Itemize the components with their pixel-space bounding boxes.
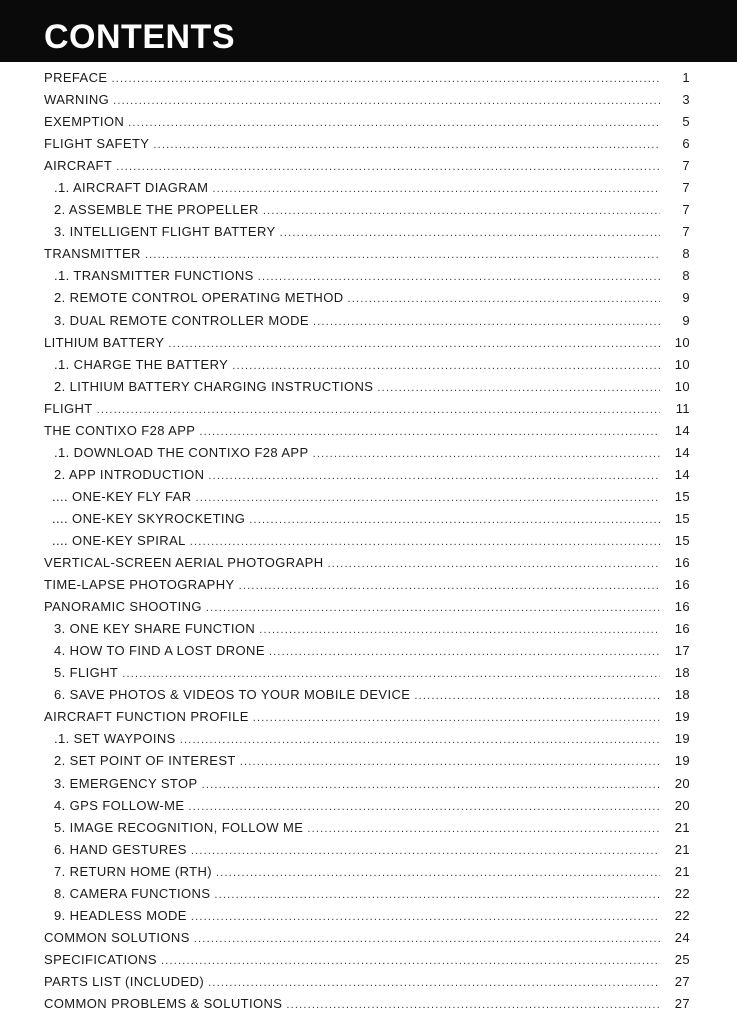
toc-entry-title: .1. SET WAYPOINS xyxy=(54,731,176,747)
toc-dot-leader xyxy=(313,311,660,333)
toc-entry[interactable] xyxy=(44,750,690,772)
toc-entry-title: 4. GPS FOLLOW-ME xyxy=(54,797,185,813)
toc-page-number: 21 xyxy=(674,863,690,879)
toc-dot-leader xyxy=(348,288,660,310)
toc-entry-title: TIME-LAPSE PHOTOGRAPHY xyxy=(44,577,235,593)
toc-entry[interactable] xyxy=(44,839,690,861)
toc-dot-leader xyxy=(206,597,660,619)
toc-page-number: 16 xyxy=(674,599,690,615)
toc-page-number: 14 xyxy=(674,444,690,460)
toc-dot-leader xyxy=(191,906,660,928)
toc-dot-leader xyxy=(111,68,660,90)
toc-entry[interactable] xyxy=(44,420,690,442)
toc-dot-leader xyxy=(202,774,660,796)
toc-page-number: 15 xyxy=(674,510,690,526)
toc-page-number: 16 xyxy=(674,577,690,593)
toc-dot-leader xyxy=(263,200,660,222)
toc-entry[interactable] xyxy=(44,773,690,795)
contents-header-bar xyxy=(0,0,737,62)
toc-entry-title: 4. HOW TO FIND A LOST DRONE xyxy=(54,643,265,659)
toc-entry[interactable] xyxy=(44,618,690,640)
toc-dot-leader xyxy=(122,663,660,685)
toc-dot-leader xyxy=(253,707,660,729)
toc-entry-title: 6. HAND GESTURES xyxy=(54,841,187,857)
toc-entry-title: 3. INTELLIGENT FLIGHT BATTERY xyxy=(54,224,276,240)
toc-entry[interactable] xyxy=(44,310,690,332)
toc-entry[interactable] xyxy=(44,464,690,486)
toc-page-number: 19 xyxy=(674,753,690,769)
toc-page-number: 8 xyxy=(682,246,690,262)
toc-dot-leader xyxy=(414,685,660,707)
toc-page-number: 8 xyxy=(682,268,690,284)
toc-dot-leader xyxy=(240,751,660,773)
toc-entry[interactable] xyxy=(44,67,690,89)
page-title: CONTENTS xyxy=(44,18,235,56)
toc-entry[interactable] xyxy=(44,927,690,949)
toc-page-number: 25 xyxy=(674,951,690,967)
toc-entry-title: .... ONE-KEY SKYROCKETING xyxy=(52,510,246,526)
toc-dot-leader xyxy=(180,729,660,751)
toc-entry-title: COMMON PROBLEMS & SOLUTIONS xyxy=(44,995,283,1011)
toc-dot-leader xyxy=(269,641,660,663)
toc-page-number: 11 xyxy=(675,400,690,416)
toc-entry-title: 2. LITHIUM BATTERY CHARGING INSTRUCTIONS xyxy=(54,378,374,394)
toc-page-number: 19 xyxy=(674,731,690,747)
toc-page-number: 10 xyxy=(674,334,690,350)
toc-entry[interactable] xyxy=(44,398,690,420)
toc-entry[interactable] xyxy=(44,684,690,706)
toc-dot-leader xyxy=(259,619,660,641)
toc-dot-leader xyxy=(116,156,660,178)
toc-page-number: 9 xyxy=(682,312,690,328)
toc-dot-leader xyxy=(194,928,660,950)
toc-page-number: 15 xyxy=(674,532,690,548)
toc-page-number: 18 xyxy=(674,665,690,681)
toc-entry-title: SPECIFICATIONS xyxy=(44,951,157,967)
toc-entry[interactable] xyxy=(44,861,690,883)
toc-entry[interactable] xyxy=(44,596,690,618)
toc-page-number: 20 xyxy=(674,797,690,813)
toc-entry[interactable] xyxy=(44,354,690,376)
toc-entry-title: FLIGHT SAFETY xyxy=(44,136,150,152)
toc-dot-leader xyxy=(191,840,660,862)
toc-page-number: 20 xyxy=(674,775,690,791)
toc-page-number: 1 xyxy=(682,70,690,85)
toc-dot-leader xyxy=(216,862,660,884)
toc-page-number: 24 xyxy=(674,929,690,945)
toc-entry-title: WARNING xyxy=(44,92,110,108)
toc-dot-leader xyxy=(113,90,660,112)
toc-entry[interactable] xyxy=(44,199,690,221)
toc-dot-leader xyxy=(97,399,660,421)
toc-entry[interactable] xyxy=(44,640,690,662)
toc-entry[interactable] xyxy=(44,133,690,155)
toc-entry[interactable] xyxy=(44,442,690,464)
toc-page-number: 7 xyxy=(682,202,690,218)
toc-entry-title: 3. DUAL REMOTE CONTROLLER MODE xyxy=(54,312,309,328)
toc-dot-leader xyxy=(258,266,660,288)
toc-entry[interactable] xyxy=(44,971,690,993)
toc-entry-title: 8. CAMERA FUNCTIONS xyxy=(54,885,211,901)
toc-dot-leader xyxy=(280,222,660,244)
toc-page-number: 19 xyxy=(674,709,690,725)
toc-page-number: 3 xyxy=(682,92,690,108)
toc-dot-leader xyxy=(153,134,660,156)
toc-entry-title: .1. TRANSMITTER FUNCTIONS xyxy=(54,268,254,284)
toc-dot-leader xyxy=(196,487,661,509)
toc-entry[interactable] xyxy=(44,376,690,398)
toc-entry[interactable] xyxy=(44,111,690,133)
toc-entry-title: AIRCRAFT xyxy=(44,158,113,174)
toc-entry[interactable] xyxy=(44,905,690,927)
toc-entry[interactable] xyxy=(44,817,690,839)
toc-entry[interactable] xyxy=(44,221,690,243)
toc-entry[interactable] xyxy=(44,706,690,728)
toc-page-number: 6 xyxy=(682,136,690,152)
toc-page-number: 22 xyxy=(674,885,690,901)
toc-page-number: 21 xyxy=(674,841,690,857)
toc-dot-leader xyxy=(208,972,660,994)
toc-page-number: 18 xyxy=(674,687,690,703)
toc-page-number: 27 xyxy=(674,973,690,989)
toc-entry-title: .1. AIRCRAFT DIAGRAM xyxy=(54,180,209,196)
toc-entry-title: EXEMPTION xyxy=(44,114,125,130)
toc-entry-title: VERTICAL-SCREEN AERIAL PHOTOGRAPH xyxy=(44,555,324,571)
toc-entry-title: PANORAMIC SHOOTING xyxy=(44,599,202,615)
toc-entry[interactable] xyxy=(44,243,690,265)
toc-entry-title: PREFACE xyxy=(44,70,108,85)
toc-entry[interactable] xyxy=(44,530,690,552)
toc-entry[interactable] xyxy=(44,795,690,817)
toc-entry-title: 2. ASSEMBLE THE PROPELLER xyxy=(54,202,259,218)
toc-dot-leader xyxy=(313,443,660,465)
toc-dot-leader xyxy=(188,796,660,818)
toc-entry[interactable] xyxy=(44,508,690,530)
toc-entry-title: 6. SAVE PHOTOS & VIDEOS TO YOUR MOBILE DEVICE xyxy=(54,687,411,703)
toc-entry-title: 5. FLIGHT xyxy=(54,665,119,681)
toc-entry-title: LITHIUM BATTERY xyxy=(44,334,165,350)
toc-entry-title: 7. RETURN HOME (RTH) xyxy=(54,863,212,879)
toc-entry[interactable] xyxy=(44,728,690,750)
toc-page-number: 10 xyxy=(674,356,690,372)
toc-dot-leader xyxy=(214,884,660,906)
toc-entry-title: 3. ONE KEY SHARE FUNCTION xyxy=(54,621,256,637)
toc-dot-leader xyxy=(128,112,660,134)
toc-page-number: 9 xyxy=(682,290,690,306)
toc-page-number: 16 xyxy=(674,555,690,571)
toc-page-number: 16 xyxy=(674,621,690,637)
toc-entry[interactable] xyxy=(44,486,690,508)
toc-entry-title: TRANSMITTER xyxy=(44,246,141,262)
toc-dot-leader xyxy=(208,465,660,487)
toc-entry-title: .... ONE-KEY SPIRAL xyxy=(52,532,186,548)
toc-entry[interactable] xyxy=(44,552,690,574)
toc-dot-leader xyxy=(199,421,660,443)
toc-entry-title: 5. IMAGE RECOGNITION, FOLLOW ME xyxy=(54,819,304,835)
toc-entry[interactable] xyxy=(44,332,690,354)
toc-entry-title: COMMON SOLUTIONS xyxy=(44,929,190,945)
toc-entry[interactable] xyxy=(44,177,690,199)
toc-page-number: 14 xyxy=(674,422,690,438)
toc-entry-title: .1. DOWNLOAD THE CONTIXO F28 APP xyxy=(54,444,309,460)
toc-entry[interactable] xyxy=(44,949,690,971)
toc-page-number: 22 xyxy=(674,907,690,923)
toc-entry[interactable] xyxy=(44,155,690,177)
toc-dot-leader xyxy=(161,950,660,972)
toc-dot-leader xyxy=(145,244,660,266)
toc-entry[interactable] xyxy=(44,883,690,905)
toc-dot-leader xyxy=(190,531,660,553)
toc-entry-title: 2. APP INTRODUCTION xyxy=(54,466,205,482)
table-of-contents xyxy=(44,67,690,1015)
toc-dot-leader xyxy=(232,355,660,377)
toc-entry-title: 9. HEADLESS MODE xyxy=(54,907,187,923)
toc-entry-title: 3. EMERGENCY STOP xyxy=(54,775,198,791)
toc-entry[interactable] xyxy=(44,287,690,309)
toc-entry-title: THE CONTIXO F28 APP xyxy=(44,422,196,438)
toc-dot-leader xyxy=(328,553,660,575)
toc-dot-leader xyxy=(212,178,660,200)
toc-page-number: 10 xyxy=(674,378,690,394)
toc-entry-title: 2. REMOTE CONTROL OPERATING METHOD xyxy=(54,290,344,306)
toc-dot-leader xyxy=(307,818,660,840)
toc-entry-title: 2. SET POINT OF INTEREST xyxy=(54,753,236,769)
toc-page-number: 7 xyxy=(682,224,690,240)
toc-page-number: 5 xyxy=(682,114,690,130)
toc-entry[interactable] xyxy=(44,993,690,1015)
toc-entry[interactable] xyxy=(44,265,690,287)
toc-entry-title: FLIGHT xyxy=(44,400,93,416)
toc-dot-leader xyxy=(377,377,660,399)
toc-entry-title: .1. CHARGE THE BATTERY xyxy=(54,356,229,372)
toc-page-number: 7 xyxy=(682,180,690,196)
toc-page-number: 27 xyxy=(674,995,690,1011)
toc-entry[interactable] xyxy=(44,574,690,596)
toc-entry-title: PARTS LIST (INCLUDED) xyxy=(44,973,205,989)
toc-page-number: 7 xyxy=(682,158,690,174)
toc-page-number: 14 xyxy=(674,466,690,482)
toc-dot-leader xyxy=(249,509,660,531)
toc-page-number: 17 xyxy=(674,643,690,659)
toc-entry-title: .... ONE-KEY FLY FAR xyxy=(52,488,192,504)
toc-entry[interactable] xyxy=(44,89,690,111)
toc-dot-leader xyxy=(286,994,660,1016)
toc-entry[interactable] xyxy=(44,662,690,684)
toc-dot-leader xyxy=(168,333,660,355)
toc-page-number: 15 xyxy=(674,488,690,504)
toc-entry-title: AIRCRAFT FUNCTION PROFILE xyxy=(44,709,249,725)
toc-page-number: 21 xyxy=(674,819,690,835)
toc-dot-leader xyxy=(239,575,660,597)
